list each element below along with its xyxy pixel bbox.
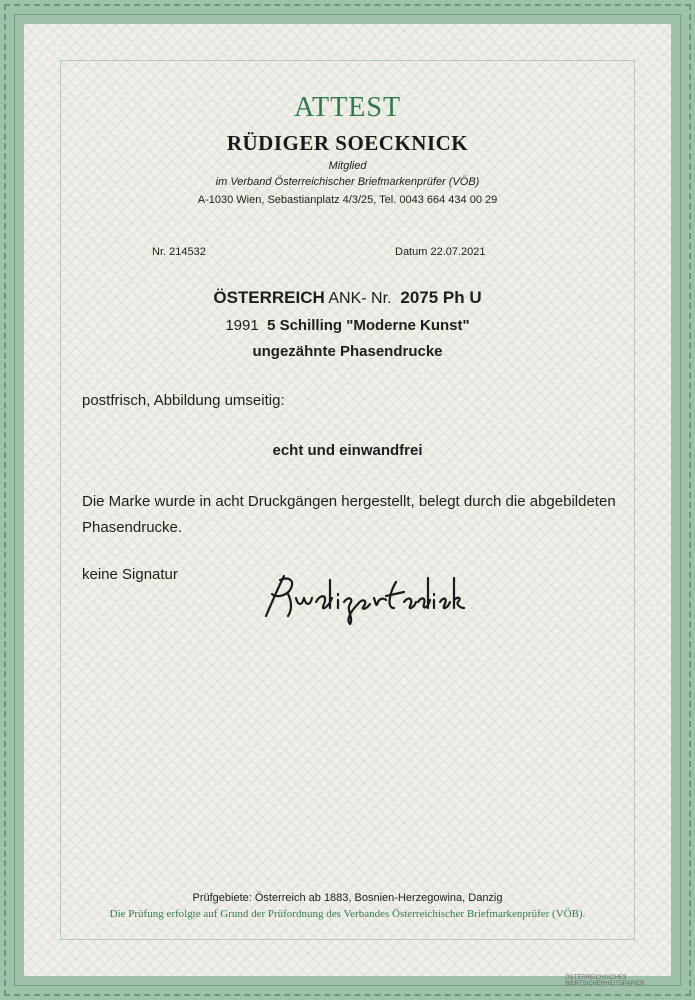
certificate-date: Datum 22.07.2021 — [395, 246, 486, 258]
signature-note: keine Signatur — [82, 566, 178, 583]
verdict-text: echt und einwandfrei — [272, 442, 423, 459]
stamp-issue-line — [0, 317, 695, 334]
description-text: Die Marke wurde in acht Druckgängen hergestellt, belegt durch die abgebildeten Phasendrucke. — [82, 493, 616, 536]
catalog-prefix: ANK- Nr. — [328, 290, 392, 307]
catalog-number: 2075 Ph U — [400, 288, 482, 307]
stamp-identification-line — [0, 288, 695, 308]
certificate-number: Nr. 214532 — [152, 246, 206, 258]
stamp-variety: ungezähnte Phasendrucke — [252, 343, 443, 360]
document-title: ATTEST — [293, 92, 402, 123]
handwritten-signature — [258, 568, 468, 628]
association-text: im Verband Österreichischer Briefmarkenprüfer (VÖB) — [215, 176, 480, 188]
regulation-text: Die Prüfung erfolgte auf Grund der Prüfordnung des Verbandes Österreichischer Briefmarkenprüfer (VÖB). — [109, 908, 586, 920]
stamp-year: 1991 — [225, 317, 259, 334]
stamp-title: 5 Schilling "Moderne Kunst" — [267, 317, 470, 334]
condition-text: postfrisch, Abbildung umseitig: — [82, 392, 285, 409]
stamp-country: ÖSTERREICH — [213, 288, 325, 307]
member-label: Mitglied — [328, 160, 367, 172]
issuer-name: RÜDIGER SOECKNICK — [226, 131, 469, 155]
paper-watermark-text: ÖSTERREICHISCHES WERTSICHERHEITSPAPIER — [565, 975, 645, 987]
inspection-areas: Prüfgebiete: Österreich ab 1883, Bosnien-Herzegowina, Danzig — [192, 892, 503, 904]
issuer-address: A-1030 Wien, Sebastianplatz 4/3/25, Tel. 0043 664 434 00 29 — [197, 194, 498, 206]
